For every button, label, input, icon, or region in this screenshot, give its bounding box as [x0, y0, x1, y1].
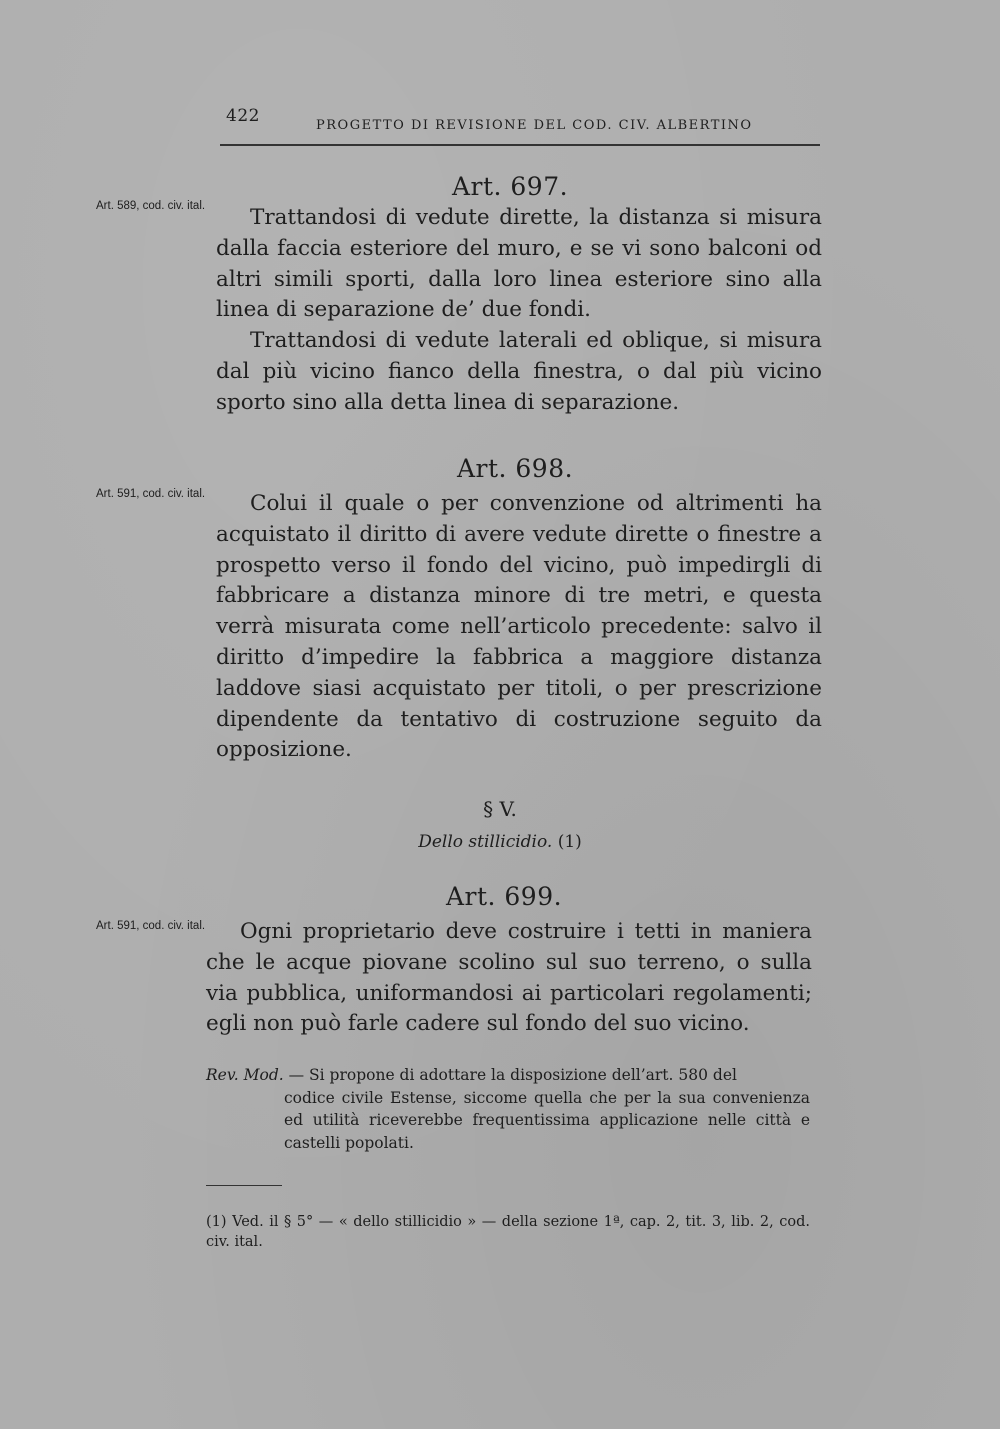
section-subtitle-text: Dello stillicidio.: [418, 832, 553, 852]
article-698-heading: Art. 698.: [456, 454, 574, 483]
commentary-dash: —: [288, 1066, 305, 1084]
page-header: [220, 104, 820, 146]
section-mark: § V.: [483, 797, 517, 821]
article-699-paragraph: Ogni proprietario deve costruire i tetti in maniera che le acque piovane scolino sul suo terreno, o sulla via pubblica, uniformandosi ai particolari regolamenti; egli non può farle cadere sul fondo del suo vicino.: [206, 919, 812, 1037]
commentary-continuation: codice civile Estense, siccome quella che per la sua convenienza ed utilità riceverebbe frequentissima applicazione nelle città e castelli popolati.: [284, 1088, 810, 1152]
article-697-paragraph: Trattandosi di vedute dirette, la distanza si misura dalla faccia esteriore del muro, e se vi sono balconi od altri simili sporti, dalla loro linea esteriore sino alla linea di separazione de’ due fondi.: [216, 205, 822, 323]
revision-commentary: [206, 1064, 810, 1154]
footnote-rule: [206, 1185, 282, 1186]
commentary-label: Rev. Mod.: [206, 1066, 284, 1084]
article-699-margin-note: Art. 591, cod. civ. ital.: [96, 920, 206, 932]
article-697-heading: Art. 697.: [451, 172, 569, 201]
article-698-margin-note: Art. 591, cod. civ. ital.: [96, 488, 206, 500]
article-699-text: [206, 917, 812, 1040]
article-699-heading: Art. 699.: [445, 882, 563, 911]
page-number: 422: [226, 106, 260, 126]
commentary-first-line: [206, 1064, 810, 1087]
commentary-first-text: Si propone di adottare la disposizione dell’art. 580 del: [309, 1066, 737, 1084]
footnote-reference: (1): [557, 832, 582, 852]
running-title: PROGETTO DI REVISIONE DEL COD. CIV. ALBERTINO: [316, 118, 753, 133]
article-697-margin-note: Art. 589, cod. civ. ital.: [96, 200, 206, 212]
article-697-text: [216, 203, 822, 419]
article-697-paragraph: Trattandosi di vedute laterali ed oblique, si misura dal più vicino fianco della finestra, o dal più vicino sporto sino alla detta linea di separazione.: [216, 328, 822, 415]
section-subtitle: [360, 832, 640, 852]
article-698-paragraph: Colui il quale o per convenzione od altrimenti ha acquistato il diritto di avere vedute dirette o finestre a prospetto verso il fondo del vicino, può impedirgli di fabbricare a distanza minore di tre metri, e questa verrà misurata come nell’articolo precedente: salvo il diritto d’impedire la fabbrica a maggiore distanza laddove siasi acquistato per titoli, o per prescrizione dipendente da tentativo di costruzione seguito da opposizione.: [216, 491, 822, 763]
footnote: (1) Ved. il § 5° — « dello stillicidio » — della sezione 1ª, cap. 2, tit. 3, lib. 2, cod. civ. ital.: [206, 1214, 810, 1250]
article-698-text: [216, 489, 822, 766]
